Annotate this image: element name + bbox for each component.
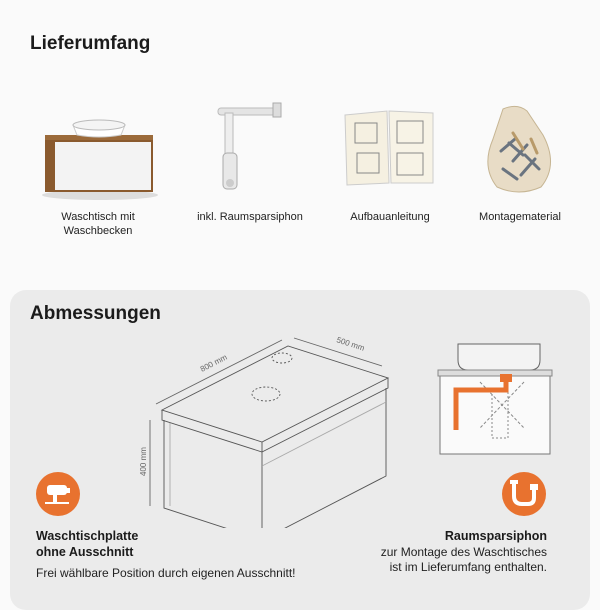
section-title-abmessungen: Abmessungen xyxy=(30,303,161,324)
height-label: 400 mm xyxy=(139,447,148,476)
screws-image xyxy=(455,95,585,210)
jigsaw-icon xyxy=(36,472,80,516)
delivery-section xyxy=(0,0,600,290)
dimensions-panel xyxy=(10,290,590,610)
width-label: 800 mm xyxy=(198,352,229,374)
item-caption: Montagematerial xyxy=(479,211,561,223)
section-title-lieferumfang: Lieferumfang xyxy=(30,33,151,54)
siphon-installation-drawing xyxy=(436,340,556,460)
depth-label: 500 mm xyxy=(335,335,366,353)
item-caption: Waschtisch mit Waschbecken xyxy=(61,211,135,237)
item-vanity xyxy=(33,95,163,238)
left-feature-title: Waschtischplatte ohne Ausschnitt xyxy=(36,529,139,559)
siphon-image xyxy=(185,95,315,210)
cabinet-dimension-drawing xyxy=(130,308,410,528)
right-feature-title: Raumsparsiphon xyxy=(444,529,547,543)
item-manual xyxy=(325,95,455,224)
vanity-image xyxy=(33,95,163,210)
left-feature-text: Frei wählbare Position durch eigenen Ausschnitt! xyxy=(36,566,296,580)
right-feature-text: zur Montage des Waschtisches ist im Lieferumfang enthalten. xyxy=(380,545,547,574)
siphon-icon xyxy=(502,472,546,516)
item-caption: inkl. Raumsparsiphon xyxy=(197,211,303,223)
item-screws xyxy=(455,95,585,224)
manual-image xyxy=(325,95,455,210)
item-caption: Aufbauanleitung xyxy=(350,211,430,223)
item-siphon xyxy=(185,95,315,224)
